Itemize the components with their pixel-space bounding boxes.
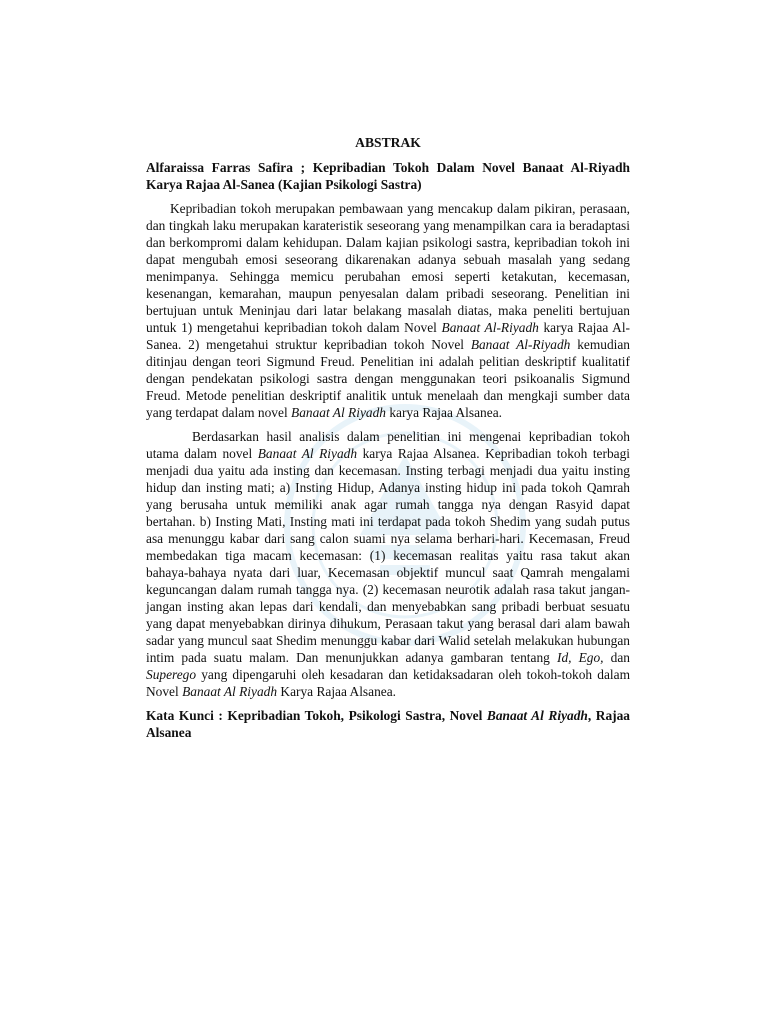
abstract-paragraph-1: [146, 200, 630, 421]
text-segment: karya Rajaa Al-Sanea. 2) mengetahui struktur kepribadian tokoh Novel: [146, 320, 631, 352]
italic-segment: Banaat Al Riyadh: [182, 684, 278, 699]
text-segment: dan: [603, 650, 630, 665]
text-segment: Karya Rajaa Alsanea.: [277, 684, 397, 699]
page-title: ABSTRAK: [355, 135, 421, 150]
text-segment: karya Rajaa Alsanea.: [385, 405, 502, 420]
italic-segment: Superego: [146, 667, 197, 682]
abstract-paragraph-2: [146, 428, 630, 700]
abstract-page: [146, 134, 630, 741]
italic-segment: Banaat Al-Riyadh: [441, 320, 539, 335]
keywords-line: [146, 707, 630, 741]
text-segment: Kata Kunci : Kepribadian Tokoh, Psikologi Sastra, Novel: [146, 708, 487, 723]
italic-segment: Banaat Al-Riyadh: [470, 337, 571, 352]
text-segment: , Rajaa Alsanea: [146, 708, 630, 740]
italic-segment: Banaat Al Riyadh: [257, 446, 358, 461]
text-segment: yang dipengaruhi oleh kesadaran dan ketidaksadaran oleh tokoh-tokoh dalam Novel: [146, 667, 630, 699]
text-segment: Berdasarkan hasil analisis dalam penelitian ini mengenai kepribadian tokoh utama dalam novel: [146, 429, 630, 461]
author-title-line: Alfaraissa Farras Safira ; Kepribadian Tokoh Dalam Novel Banaat Al-Riyadh Karya Rajaa Al-Sanea (Kajian Psikologi Sastra): [146, 160, 630, 192]
text-segment: kemudian ditinjau dengan teori Sigmund Freud. Penelitian ini adalah pelitian deskriptif kualitatif dengan pendekatan psikologi sastra dengan menggunakan teori psikoanalis Sigmund Freud. Metode penelitian deskriptif analitik untuk menelaah dan mengkaji sumber data yang terdapat dalam novel: [146, 337, 631, 420]
italic-segment: Banaat Al Riyadh: [486, 708, 588, 723]
text-segment: Kepribadian tokoh merupakan pembawaan yang mencakup dalam pikiran, perasaan, dan tingkah laku merupakan karateristik seseorang yang menampilkan cara ia beradaptasi dan berkompromi dalam kehidupan. Dalam kajian psikologi sastra, kepribadian tokoh ini dapat mengubah emosi seseorang dikarenakan adanya sebuah masalah yang sedang menimpanya. Sehingga memicu perubahan emosi seperti ketakutan, kecemasan, kesenangan, kemarahan, maupun penyesalan dalam pribadi seseorang. Penelitian ini bertujuan untuk Meninjau dari latar belakang masalah diatas, maka peneliti bertujuan untuk 1) mengetahui kepribadian tokoh dalam Novel: [146, 201, 630, 335]
italic-segment: Banaat Al Riyadh: [291, 405, 386, 420]
text-segment: karya Rajaa Alsanea. Kepribadian tokoh terbagi menjadi dua yaitu ada insting dan kecemasan. Insting terbagi menjadi dua yaitu insting hidup dan insting mati; a) Insting Hidup, Adanya insting hidup ini pada tokoh Qamrah yang berusaha untuk memiliki anak agar rumah tangga nya dengan Rasyid dapat bertahan. b) Insting Mati, Insting mati ini terdapat pada tokoh Shedim yang sudah putus asa menunggu kabar dari sang calon suami nya selama berhari-hari. Kecemasan, Freud membedakan tiga macam kecemasan: (1) kecemasan realitas yaitu rasa takut akan bahaya-bahaya nyata dari luar, Kecemasan objektif muncul saat Qamrah mengalami keguncangan dalam rumah tangga nya. (2) kecemasan neurotik adalah rasa takut jangan-jangan insting akan lepas dari kendali, dan menyebabkan sang pribadi berbuat sesuatu yang dapat menyebabkan dirinya dihukum, Perasaan takut yang berasal dari alam bawah sadar yang muncul saat Shedim menunggu kabar dari Walid setelah melakukan hubungan intim pada suatu malam. Dan menunjukkan adanya gambaran tentang: [146, 446, 630, 665]
italic-segment: Id, Ego,: [556, 650, 604, 665]
